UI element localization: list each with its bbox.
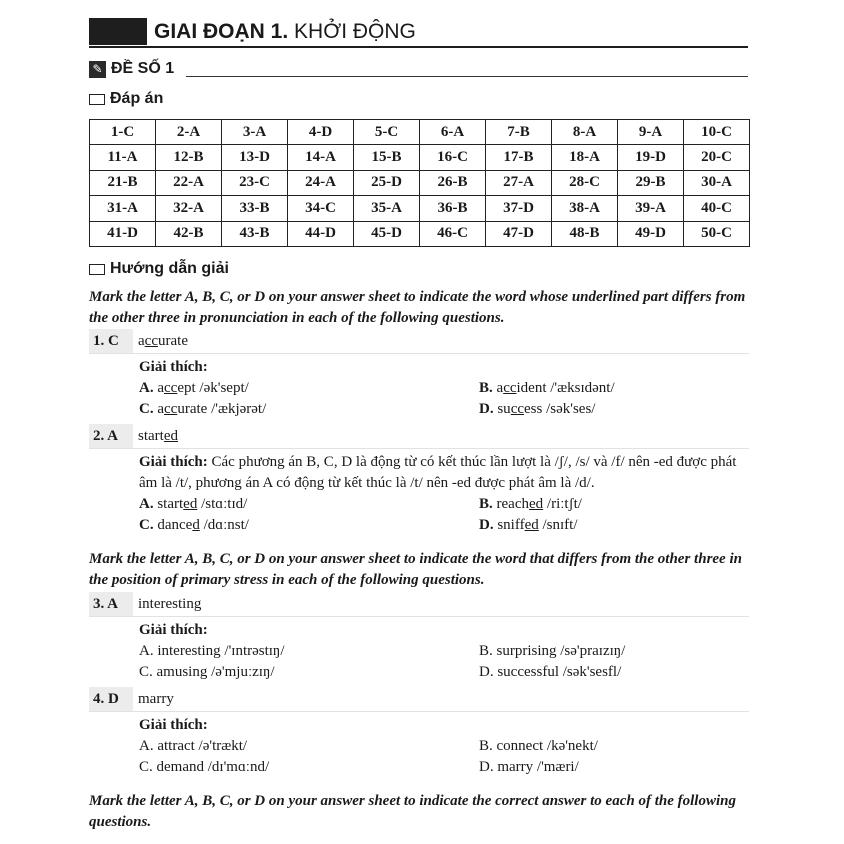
answer-cell: 29-B [618, 170, 684, 195]
question-number: 3. A [89, 592, 133, 616]
answer-cell: 28-C [552, 170, 618, 195]
answer-cell: 26-B [420, 170, 486, 195]
answer-cell: 25-D [354, 170, 420, 195]
answer-cell: 49-D [618, 221, 684, 246]
answer-cell: 47-D [486, 221, 552, 246]
header-rule [89, 46, 748, 48]
question-row [89, 592, 749, 617]
answer-table [89, 119, 750, 247]
question-row [89, 329, 749, 354]
question-number: 1. C [89, 329, 133, 353]
answer-cell: 5-C [354, 120, 420, 145]
guide-heading: Hướng dẫn giải [89, 260, 229, 278]
instruction-correct-answer: Mark the letter A, B, C, or D on your answer sheet to indicate the correct answer to each of the following questions. [89, 793, 736, 830]
answer-cell: 34-C [288, 196, 354, 221]
answer-cell: 35-A [354, 196, 420, 221]
answer-row [90, 170, 750, 195]
option-a: A. attract /ə'trækt/ [139, 738, 248, 754]
option-d: D. sniffed /snɪft/ [479, 517, 578, 533]
answer-cell: 31-A [90, 196, 156, 221]
answer-cell: 40-C [684, 196, 750, 221]
instruction-pronunciation: Mark the letter A, B, C, or D on your answer sheet to indicate the word whose underlined part differs from the other three in pronunciation in each of the following questions. [89, 289, 746, 326]
answer-cell: 44-D [288, 221, 354, 246]
answer-cell: 21-B [90, 170, 156, 195]
answer-cell: 42-B [156, 221, 222, 246]
answer-cell: 18-A [552, 145, 618, 170]
answer-row [90, 196, 750, 221]
stage-title: GIAI ĐOẠN 1. KHỞI ĐỘNG [154, 20, 416, 43]
answer-cell: 36-B [420, 196, 486, 221]
answer-cell: 19-D [618, 145, 684, 170]
answer-cell: 11-A [90, 145, 156, 170]
answer-row [90, 221, 750, 246]
answer-cell: 6-A [420, 120, 486, 145]
answer-cell: 43-B [222, 221, 288, 246]
answer-cell: 14-A [288, 145, 354, 170]
pencil-icon: ✎ [89, 61, 106, 78]
answer-cell: 2-A [156, 120, 222, 145]
option-c: C. danced /dɑːnst/ [139, 517, 249, 533]
answer-cell: 15-B [354, 145, 420, 170]
option-c: C. amusing /ə'mjuːzɪŋ/ [139, 664, 275, 680]
answer-cell: 8-A [552, 120, 618, 145]
answer-cell: 22-A [156, 170, 222, 195]
answer-cell: 3-A [222, 120, 288, 145]
answer-cell: 37-D [486, 196, 552, 221]
answer-cell: 17-B [486, 145, 552, 170]
answer-cell: 32-A [156, 196, 222, 221]
question-word: marry [138, 691, 174, 707]
answer-cell: 4-D [288, 120, 354, 145]
instruction-stress: Mark the letter A, B, C, or D on your answer sheet to indicate the word that differs from the other three in the position of primary stress in each of the following questions. [89, 551, 742, 588]
answer-cell: 1-C [90, 120, 156, 145]
option-d: D. successful /sək'sesfl/ [479, 664, 622, 680]
option-a: A. started /stɑːtɪd/ [139, 496, 248, 512]
explanation-text: Giải thích: Các phương án B, C, D là động từ có kết thúc lần lượt là /ʃ/, /s/ và /f/ nên -ed được phát âm là /t/, phương án A có động từ kết thúc là /t/ nên -ed được phát âm là /d/. [139, 454, 737, 491]
answer-row [90, 120, 750, 145]
option-c: C. accurate /'ækjərət/ [139, 401, 267, 417]
answer-cell: 33-B [222, 196, 288, 221]
question-word: interesting [138, 596, 202, 612]
question-word: started [138, 428, 178, 444]
option-c: C. demand /dɪ'mɑːnd/ [139, 759, 270, 775]
answer-cell: 30-A [684, 170, 750, 195]
answer-cell: 13-D [222, 145, 288, 170]
explanation-label: Giải thích: [139, 359, 208, 375]
answer-cell: 24-A [288, 170, 354, 195]
answer-cell: 12-B [156, 145, 222, 170]
question-row [89, 687, 749, 712]
checkbox-icon [89, 94, 105, 105]
answer-cell: 23-C [222, 170, 288, 195]
question-word: accurate [138, 333, 188, 349]
test-title: ĐỀ SỐ 1 [111, 60, 175, 77]
question-number: 4. D [89, 687, 133, 711]
option-b: B. connect /kə'nekt/ [479, 738, 598, 754]
answer-cell: 16-C [420, 145, 486, 170]
answer-cell: 27-A [486, 170, 552, 195]
test-title-rule [186, 76, 748, 77]
option-b: B. accident /'æksɪdənt/ [479, 380, 615, 396]
answer-cell: 38-A [552, 196, 618, 221]
option-a: A. accept /ək'sept/ [139, 380, 249, 396]
answer-cell: 9-A [618, 120, 684, 145]
option-d: D. success /sək'ses/ [479, 401, 596, 417]
option-d: D. marry /'mæri/ [479, 759, 579, 775]
question-number: 2. A [89, 424, 133, 448]
answer-cell: 50-C [684, 221, 750, 246]
explanation-label: Giải thích: [139, 717, 208, 733]
answer-cell: 10-C [684, 120, 750, 145]
answers-heading: Đáp án [89, 90, 163, 108]
answer-cell: 41-D [90, 221, 156, 246]
answer-cell: 45-D [354, 221, 420, 246]
checkbox-icon [89, 264, 105, 275]
answer-cell: 48-B [552, 221, 618, 246]
answer-row [90, 145, 750, 170]
explanation-label: Giải thích: [139, 622, 208, 638]
answer-cell: 20-C [684, 145, 750, 170]
header-block [89, 18, 147, 45]
option-a: A. interesting /'ɪntrəstɪŋ/ [139, 643, 285, 659]
answer-cell: 7-B [486, 120, 552, 145]
option-b: B. reached /riːtʃt/ [479, 496, 582, 512]
question-row [89, 424, 749, 449]
answer-cell: 46-C [420, 221, 486, 246]
option-b: B. surprising /sə'praɪzɪŋ/ [479, 643, 626, 659]
answer-cell: 39-A [618, 196, 684, 221]
